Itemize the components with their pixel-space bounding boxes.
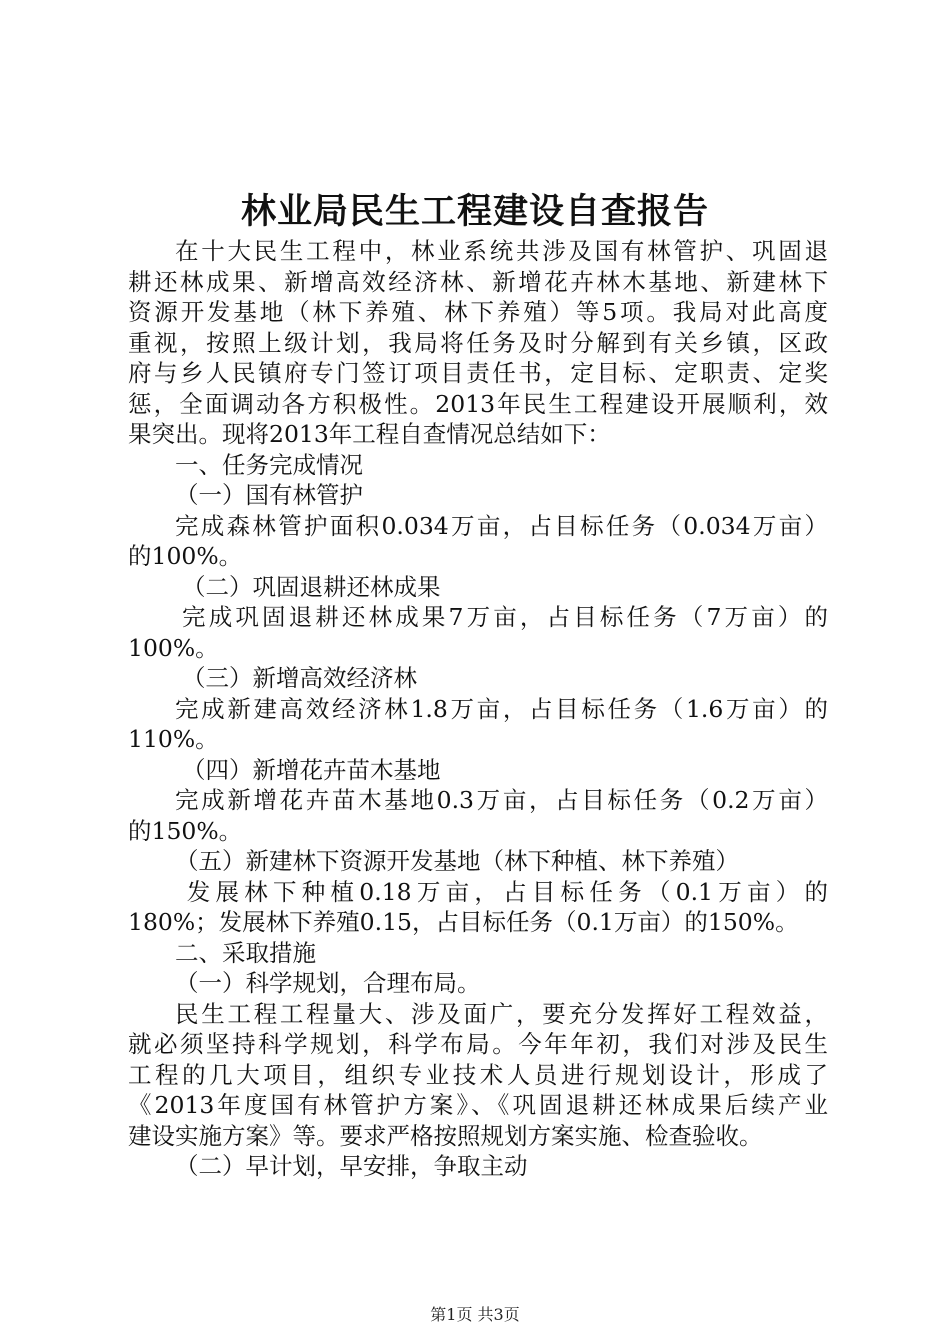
document-body <box>128 236 828 1182</box>
paragraph-line: 二、采取措施 <box>175 938 316 967</box>
paragraph-line: 完成新建高效经济林1.8万亩，占目标任务（1.6万亩）的 <box>175 694 828 723</box>
paragraph-line: 完成巩固退耕还林成果7万亩，占目标任务（7万亩）的 <box>182 603 828 631</box>
paragraph-line: 在十大民生工程中，林业系统共涉及国有林管护、巩固退 <box>175 237 828 265</box>
paragraph-line: 的150%。 <box>128 816 243 845</box>
paragraph-line: 民生工程工程量大、涉及面广，要充分发挥好工程效益， <box>175 999 828 1028</box>
paragraph-line: 资源开发基地（林下养殖、林下养殖）等5项。我局对此高度 <box>128 298 828 326</box>
paragraph-line: 完成森林管护面积0.034万亩，占目标任务（0.034万亩） <box>175 511 828 540</box>
paragraph-line: （三）新增高效经济林 <box>182 664 418 692</box>
paragraph-line: 惩，全面调动各方积极性。2013年民生工程建设开展顺利，效 <box>128 389 828 418</box>
page-footer: 第1页 共3页 <box>430 1305 520 1324</box>
paragraph-line: 180%；发展林下养殖0.15，占目标任务（0.1万亩）的150%。 <box>128 908 799 936</box>
paragraph-line: 发展林下种植0.18万亩，占目标任务（0.1万亩）的 <box>186 877 828 906</box>
paragraph-line: 的100%。 <box>128 542 243 570</box>
paragraph-line: 完成新增花卉苗木基地0.3万亩，占目标任务（0.2万亩） <box>175 786 828 814</box>
paragraph-line: （四）新增花卉苗木基地 <box>182 755 441 784</box>
document-title: 林业局民生工程建设自查报告 <box>240 191 709 232</box>
paragraph-line: 一、任务完成情况 <box>175 450 363 479</box>
paragraph-line: 建设实施方案》等。要求严格按照规划方案实施、检查验收。 <box>128 1121 763 1150</box>
paragraph-line: （二）巩固退耕还林成果 <box>182 572 441 601</box>
paragraph-line: 《2013年度国有林管护方案》、《巩固退耕还林成果后续产业 <box>128 1091 828 1119</box>
paragraph-line: 耕还林成果、新增高效经济林、新增花卉林木基地、新建林下 <box>128 267 828 296</box>
paragraph-line: （二）早计划，早安排，争取主动 <box>175 1152 528 1180</box>
paragraph-line: （一）国有林管护 <box>175 481 363 509</box>
paragraph-line: 110%。 <box>128 725 219 753</box>
paragraph-line: 工程的几大项目，组织专业技术人员进行规划设计，形成了 <box>128 1060 828 1089</box>
paragraph-line: 重视，按照上级计划，我局将任务及时分解到有关乡镇，区政 <box>128 328 828 357</box>
paragraph-line: 100%。 <box>128 633 219 662</box>
paragraph-line: （一）科学规划，合理布局。 <box>175 969 481 997</box>
paragraph-line: 府与乡人民镇府专门签订项目责任书，定目标、定职责、定奖 <box>128 359 828 387</box>
paragraph-line: 就必须坚持科学规划，科学布局。今年年初，我们对涉及民生 <box>128 1030 828 1058</box>
paragraph-line: 果突出。现将2013年工程自查情况总结如下： <box>128 420 611 448</box>
paragraph-line: （五）新建林下资源开发基地（林下种植、林下养殖） <box>175 847 739 875</box>
